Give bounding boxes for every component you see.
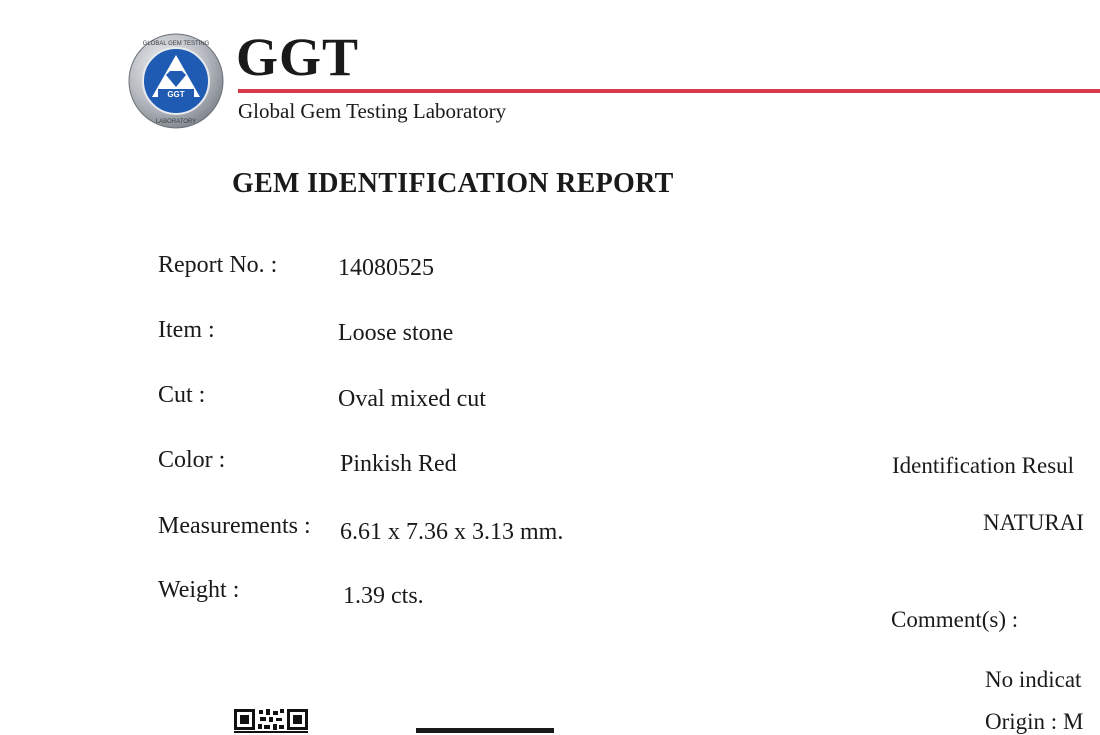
brand-name: GGT <box>236 27 360 87</box>
color-value: Pinkish Red <box>340 451 457 477</box>
measurements-label: Measurements : <box>158 513 311 539</box>
comment-line-1: No indicat <box>985 667 1082 692</box>
svg-text:LABORATORY: LABORATORY <box>155 119 197 125</box>
weight-label: Weight : <box>158 577 240 603</box>
comments-heading: Comment(s) : <box>891 607 1019 632</box>
cut-value: Oval mixed cut <box>338 386 486 412</box>
report-no-value: 14080525 <box>338 255 434 281</box>
cut-label: Cut : <box>158 382 206 408</box>
ggt-seal-logo <box>128 33 224 129</box>
header-divider <box>238 89 1100 93</box>
identification-result-value: NATURAI <box>983 510 1084 535</box>
weight-value: 1.39 cts. <box>343 583 424 609</box>
report-title: GEM IDENTIFICATION REPORT <box>232 168 674 199</box>
comment-line-2: Origin : M <box>985 709 1084 734</box>
item-value: Loose stone <box>338 320 454 346</box>
color-label: Color : <box>158 447 226 473</box>
qr-code <box>233 708 309 733</box>
measurements-value: 6.61 x 7.36 x 3.13 mm. <box>340 519 564 545</box>
svg-text:GLOBAL GEM TESTING: GLOBAL GEM TESTING <box>142 41 210 47</box>
svg-text:GGT: GGT <box>167 90 185 99</box>
lab-name: Global Gem Testing Laboratory <box>238 99 507 123</box>
signature-line <box>416 728 554 733</box>
report-no-label: Report No. : <box>158 252 278 278</box>
item-label: Item : <box>158 317 215 343</box>
identification-result-heading: Identification Resul <box>892 453 1075 478</box>
